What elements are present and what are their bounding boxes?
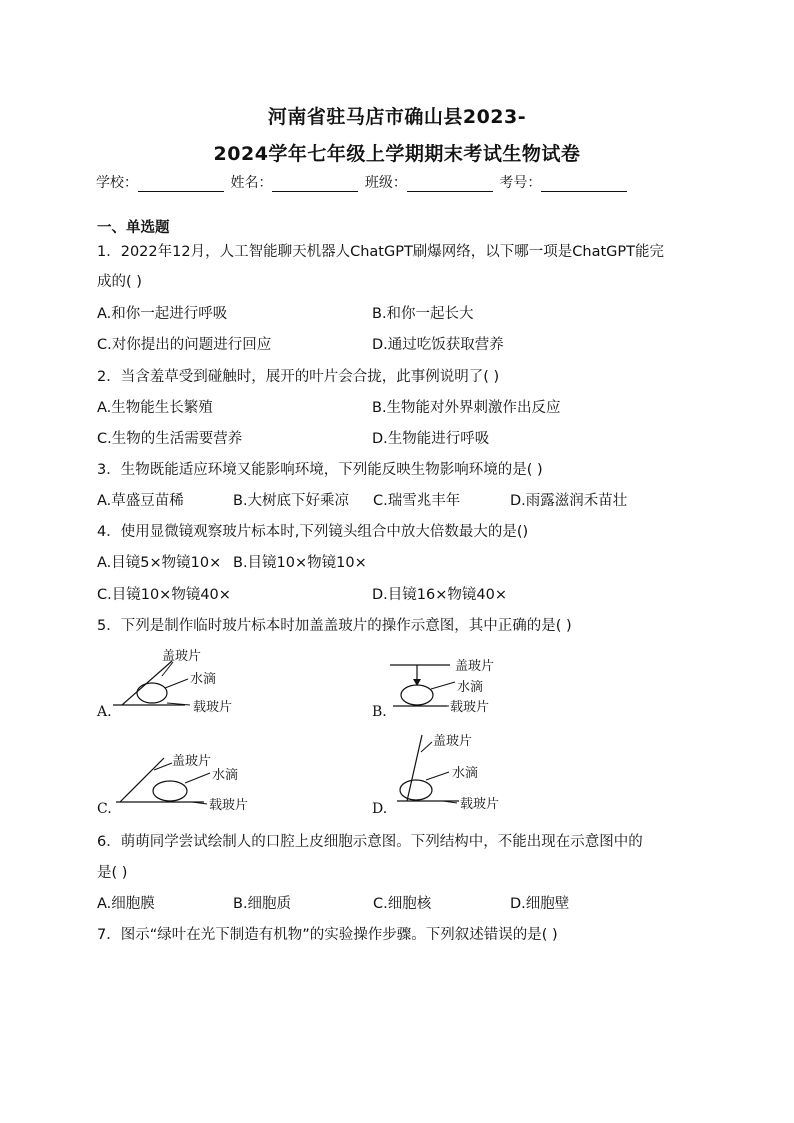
q1-option-c: C.对你提出的问题进行回应 [97, 337, 272, 353]
q6-stem-line2: 是( ) [97, 865, 128, 881]
q2-stem: 2．当含羞草受到碰触时，展开的叶片会合拢，此事例说明了( ) [97, 369, 500, 385]
q6-option-a: A.细胞膜 [97, 896, 155, 912]
q5-diagram-b [385, 655, 545, 720]
q3-option-a: A.草盛豆苗稀 [97, 493, 184, 509]
q5-diagram-d [385, 730, 545, 820]
q5-d-cover-label: 盖玻片 [433, 734, 473, 749]
q1-stem-line2: 成的( ) [97, 274, 142, 290]
q3-option-b: B.大树底下好乘凉 [233, 493, 350, 509]
exam-number-label: 考号： [499, 175, 542, 191]
q1-option-a: A.和你一起进行呼吸 [97, 306, 228, 322]
q5-option-b-label: B. [372, 704, 387, 720]
q2-option-c: C.生物的生活需要营养 [97, 431, 243, 447]
q4-option-c: C.目镜10×物镜40× [97, 587, 231, 603]
exam-number-blank [541, 176, 627, 192]
q4-option-d: D.目镜16×物镜40× [372, 587, 507, 603]
q3-option-c: C.瑞雪兆丰年 [373, 493, 461, 509]
q3-stem: 3．生物既能适应环境又能影响环境，下列能反映生物影响环境的是( ) [97, 462, 543, 478]
q5-a-slide-label: 载玻片 [193, 700, 233, 715]
q2-option-b: B.生物能对外界刺激作出反应 [372, 400, 561, 416]
q5-c-slide-label: 载玻片 [209, 798, 249, 813]
q5-option-c-label: C. [97, 801, 112, 817]
student-info-row [96, 172, 706, 192]
q5-a-drop-label: 水滴 [190, 672, 217, 687]
q4-stem: 4．使用显微镜观察玻片标本时,下列镜头组合中放大倍数最大的是() [97, 524, 529, 540]
q5-b-drop-label: 水滴 [457, 680, 484, 695]
school-blank [138, 176, 224, 192]
q5-d-slide-label: 载玻片 [460, 797, 500, 812]
exam-title-line2: 2024学年七年级上学期期末考试生物试卷 [213, 143, 581, 165]
section-heading: 一、单选题 [97, 220, 170, 236]
q6-option-c: C.细胞核 [373, 896, 432, 912]
q1-option-d: D.通过吃饭获取营养 [372, 337, 504, 353]
exam-title-line1: 河南省驻马店市确山县2023- [267, 106, 527, 128]
q5-b-cover-label: 盖玻片 [455, 659, 495, 674]
name-label: 姓名： [230, 175, 273, 191]
q1-stem-line1: 1．2022年12月，人工智能聊天机器人ChatGPT刷爆网络，以下哪一项是ChatGPT能完 [97, 244, 665, 260]
q5-option-d-label: D. [372, 801, 388, 817]
q5-stem: 5．下列是制作临时玻片标本时加盖盖玻片的操作示意图，其中正确的是( ) [97, 618, 572, 634]
q4-option-b: B.目镜10×物镜10× [233, 555, 367, 571]
q7-stem: 7．图示“绿叶在光下制造有机物”的实验操作步骤。下列叙述错误的是( ) [97, 927, 558, 943]
name-blank [272, 176, 358, 192]
q5-diagram-c [112, 750, 282, 820]
q3-option-d: D.雨露滋润禾苗壮 [510, 493, 628, 509]
q5-c-drop-label: 水滴 [212, 768, 239, 783]
school-label: 学校： [96, 175, 138, 191]
q1-option-b: B.和你一起长大 [372, 306, 474, 322]
q4-option-a: A.目镜5×物镜10× [97, 555, 222, 571]
q5-d-drop-label: 水滴 [452, 766, 479, 781]
q6-stem-line1: 6．萌萌同学尝试绘制人的口腔上皮细胞示意图。下列结构中，不能出现在示意图中的 [97, 834, 643, 850]
class-label: 班级： [364, 175, 407, 191]
q5-a-cover-label: 盖玻片 [162, 649, 202, 664]
q5-diagram-a [110, 643, 260, 718]
class-blank [407, 176, 493, 192]
q5-b-slide-label: 载玻片 [450, 700, 490, 715]
q6-option-d: D.细胞壁 [510, 896, 570, 912]
q5-c-cover-label: 盖玻片 [172, 754, 212, 769]
q5-option-a-label: A. [97, 704, 112, 720]
q2-option-a: A.生物能生长繁殖 [97, 400, 213, 416]
q2-option-d: D.生物能进行呼吸 [372, 431, 490, 447]
q6-option-b: B.细胞质 [233, 896, 292, 912]
